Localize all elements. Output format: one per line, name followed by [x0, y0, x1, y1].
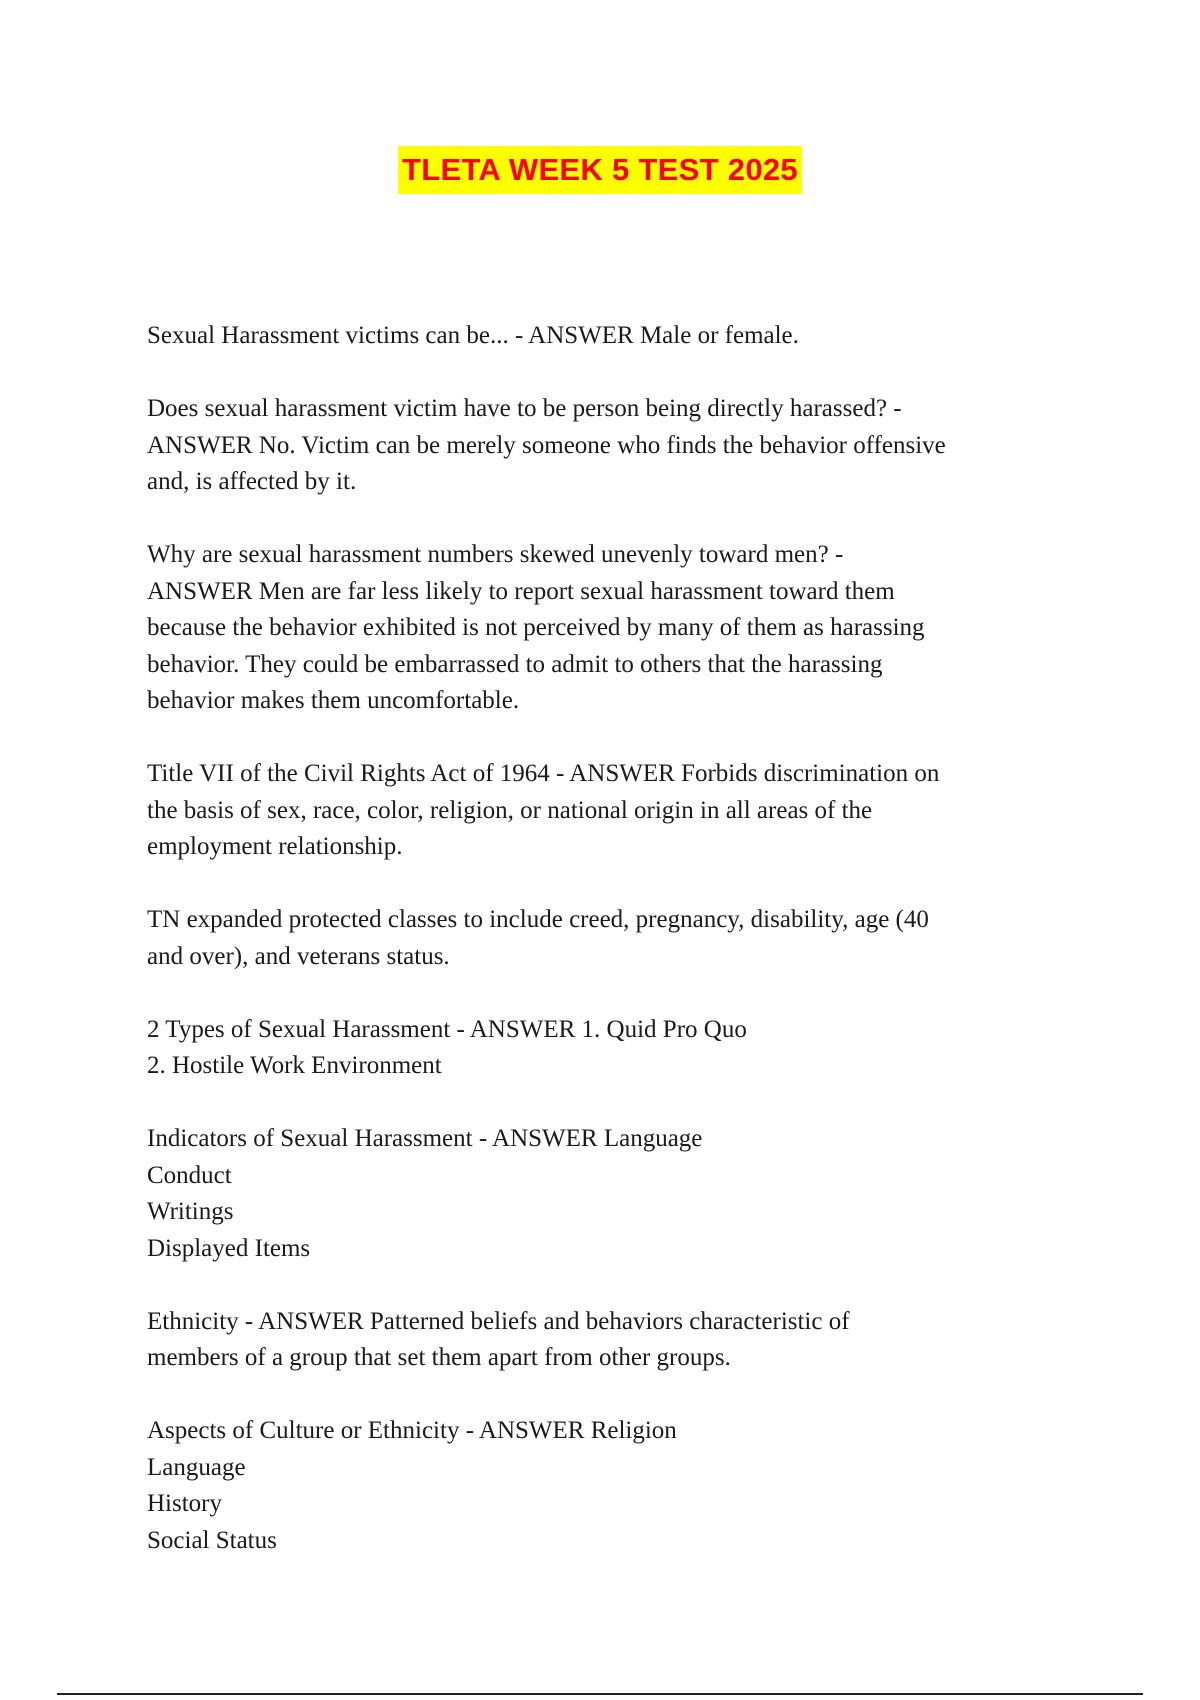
qa-item: [147, 391, 1067, 501]
qa-line: because the behavior exhibited is not perceived by many of them as harassing: [147, 614, 925, 641]
qa-line: History: [147, 1490, 222, 1517]
qa-line: and over), and veterans status.: [147, 942, 450, 970]
qa-line: employment relationship.: [147, 833, 403, 860]
qa-item: [147, 902, 1067, 975]
qa-line: Aspects of Culture or Ethnicity - ANSWER Religion: [147, 1417, 677, 1444]
document-title: TLETA WEEK 5 TEST 2025: [398, 146, 802, 194]
qa-line: Ethnicity - ANSWER Patterned beliefs and behaviors characteristic of: [147, 1307, 850, 1335]
qa-line: Language: [147, 1453, 246, 1481]
qa-item: [147, 537, 1067, 720]
qa-line: ANSWER No. Victim can be merely someone who finds the behavior offensive: [147, 431, 946, 459]
qa-item: [147, 1413, 1067, 1559]
qa-line: Displayed Items: [147, 1234, 311, 1262]
qa-line: Sexual Harassment victims can be... - ANSWER Male or female.: [147, 322, 799, 349]
qa-line: Conduct: [147, 1161, 232, 1189]
qa-line: Does sexual harassment victim have to be person being directly harassed? -: [147, 395, 902, 422]
qa-list: [147, 318, 1067, 1596]
page-bottom-divider: [57, 1693, 1143, 1695]
qa-item: [147, 756, 1067, 866]
qa-line: Indicators of Sexual Harassment - ANSWER Language: [147, 1125, 703, 1152]
qa-item: [147, 318, 1067, 355]
qa-item: [147, 1304, 1067, 1377]
qa-line: Social Status: [147, 1526, 277, 1554]
qa-line: behavior makes them uncomfortable.: [147, 687, 520, 714]
title-wrap: [0, 146, 1200, 194]
qa-item: [147, 1012, 1067, 1085]
qa-line: and, is affected by it.: [147, 468, 357, 495]
qa-line: behavior. They could be embarrassed to admit to others that the harassing: [147, 650, 883, 678]
qa-line: 2. Hostile Work Environment: [147, 1052, 442, 1079]
qa-line: 2 Types of Sexual Harassment - ANSWER 1. Quid Pro Quo: [147, 1015, 747, 1043]
qa-line: members of a group that set them apart from other groups.: [147, 1344, 731, 1371]
qa-line: Writings: [147, 1198, 234, 1225]
qa-line: ANSWER Men are far less likely to report sexual harassment toward them: [147, 577, 895, 605]
qa-line: Title VII of the Civil Rights Act of 1964 - ANSWER Forbids discrimination on: [147, 760, 940, 787]
qa-line: TN expanded protected classes to include creed, pregnancy, disability, age (40: [147, 906, 929, 933]
qa-line: the basis of sex, race, color, religion, or national origin in all areas of the: [147, 796, 873, 824]
qa-item: [147, 1121, 1067, 1267]
qa-line: Why are sexual harassment numbers skewed unevenly toward men? -: [147, 541, 844, 568]
